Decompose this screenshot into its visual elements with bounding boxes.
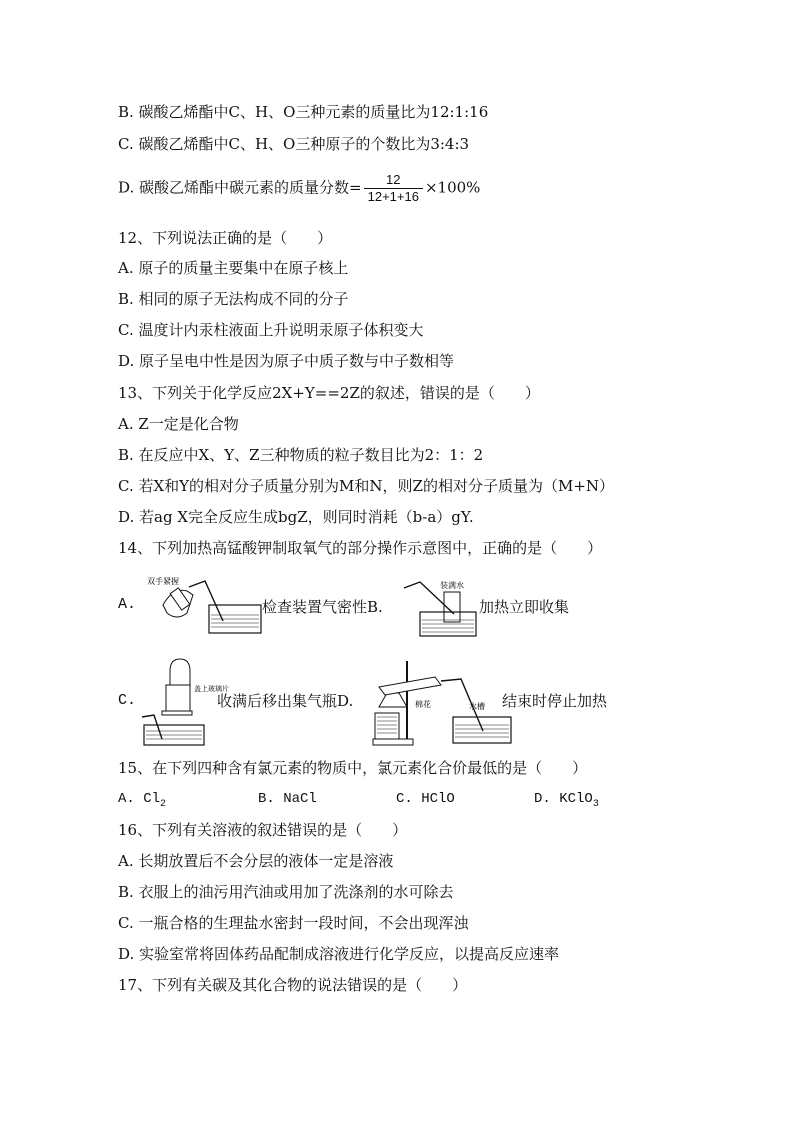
fraction-denominator: 12+1+16 — [367, 189, 419, 204]
q13-option-a: A. Z一定是化合物 — [118, 415, 239, 433]
figure-stop-heating — [365, 655, 515, 747]
q15-option-d-sub: 3 — [592, 798, 599, 810]
q15-option-a-sub: 2 — [160, 798, 167, 810]
q14-caption-c: 收满后移出集气瓶D. — [217, 692, 354, 710]
q12-option-a: A. 原子的质量主要集中在原子核上 — [118, 259, 349, 277]
figure-heat-collect — [400, 578, 480, 638]
q14-caption-d: 结束时停止加热 — [502, 692, 608, 710]
q13-stem: 13、下列关于化学反应2X+Y==2Z的叙述，错误的是（ ） — [118, 384, 540, 402]
q13-option-d: D. 若ag X完全反应生成bgZ，则同时消耗（b-a）gY. — [118, 508, 474, 526]
q16-stem: 16、下列有关溶液的叙述错误的是（ ） — [118, 821, 408, 839]
q12-option-c: C. 温度计内汞柱液面上升说明汞原子体积变大 — [118, 321, 424, 339]
fig-b-text: 装满水 — [440, 581, 464, 590]
q15-option-a-text: A. Cl — [118, 791, 161, 807]
fraction-numerator: 12 — [364, 172, 423, 189]
mass-fraction — [364, 172, 423, 205]
q15-option-b: B. NaCl — [258, 791, 317, 807]
fig-a-text: 双手紧握 — [147, 577, 179, 586]
q11-option-b: B. 碳酸乙烯酯中C、H、O三种元素的质量比为12:1:16 — [118, 103, 489, 121]
q11-option-d — [118, 172, 480, 205]
q12-option-b: B. 相同的原子无法构成不同的分子 — [118, 290, 349, 308]
q17-stem: 17、下列有关碳及其化合物的说法错误的是（ ） — [118, 976, 468, 994]
q14-stem: 14、下列加热高锰酸钾制取氧气的部分操作示意图中，正确的是（ ） — [118, 539, 603, 557]
q14-label-a: A. — [118, 596, 137, 613]
fig-d-text-cotton: 棉花 — [415, 700, 431, 709]
q11-option-d-suffix: ×100% — [424, 178, 481, 197]
q16-option-c: C. 一瓶合格的生理盐水密封一段时间，不会出现浑浊 — [118, 914, 469, 932]
q16-option-b: B. 衣服上的油污用汽油或用加了洗涤剂的水可除去 — [118, 883, 454, 901]
fig-d-text-trough: 水槽 — [469, 702, 485, 711]
q13-option-c: C. 若X和Y的相对分子质量分别为M和N，则Z的相对分子质量为（M+N） — [118, 477, 615, 495]
q16-option-d: D. 实验室常将固体药品配制成溶液进行化学反应，以提高反应速率 — [118, 945, 560, 963]
q12-stem: 12、下列说法正确的是（ ） — [118, 229, 333, 247]
q15-option-a — [118, 791, 166, 810]
q15-option-c: C. HClO — [396, 791, 455, 807]
q13-option-b: B. 在反应中X、Y、Z三种物质的粒子数目比为2：1：2 — [118, 446, 484, 464]
q14-caption-a: 检查装置气密性B. — [262, 598, 383, 616]
q15-option-d-text: D. KClO — [534, 791, 593, 807]
q11-option-d-prefix: D. 碳酸乙烯酯中碳元素的质量分数= — [118, 178, 362, 197]
q11-option-c: C. 碳酸乙烯酯中C、H、O三种原子的个数比为3:4:3 — [118, 135, 470, 153]
figure-remove-bottle — [140, 655, 229, 747]
q16-option-a: A. 长期放置后不会分层的液体一定是溶液 — [118, 852, 394, 870]
figure-check-airtightness — [145, 575, 265, 635]
q14-label-c: C. — [118, 692, 137, 709]
q14-caption-b: 加热立即收集 — [479, 598, 570, 616]
q12-option-d: D. 原子呈电中性是因为原子中质子数与中子数相等 — [118, 352, 455, 370]
q15-stem: 15、在下列四种含有氯元素的物质中，氯元素化合价最低的是（ ） — [118, 759, 588, 777]
fig-c-text: 盖上玻璃片 — [194, 685, 229, 693]
q15-option-d — [534, 791, 599, 810]
